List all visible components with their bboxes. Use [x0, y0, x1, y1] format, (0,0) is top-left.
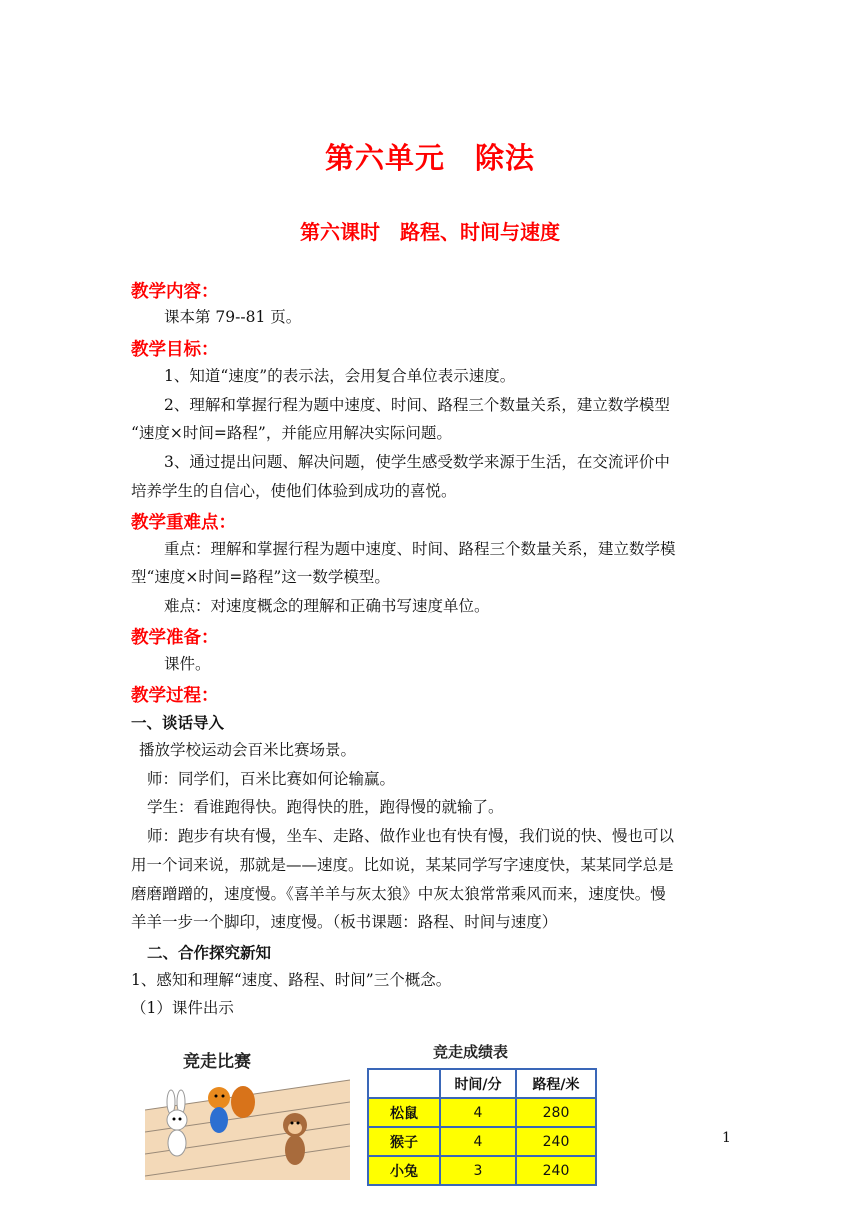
process-line: 磨磨蹭蹭的，速度慢。《喜羊羊与灰太狼》中灰太狼常常乘风而来，速度快。慢 [131, 885, 666, 903]
process-line: （1）课件出示 [131, 999, 234, 1017]
table-header-cell: 时间/分 [440, 1069, 516, 1098]
prep-text: 课件。 [164, 655, 211, 673]
table-cell: 240 [516, 1127, 596, 1156]
content-text: 课本第 79--81 页。 [164, 308, 302, 326]
process-line: 学生：看谁跑得快。跑得快的胜，跑得慢的就输了。 [147, 798, 504, 816]
key-line: 难点：对速度概念的理解和正确书写速度单位。 [164, 597, 490, 615]
score-table-title: 竞走成绩表 [433, 1043, 509, 1061]
score-table [367, 1068, 597, 1186]
process-heading: 一、谈话导入 [131, 714, 225, 732]
section-heading-prep: 教学准备： [131, 628, 219, 648]
section-heading-goals: 教学目标： [131, 340, 219, 360]
section-heading-content: 教学内容： [131, 282, 219, 302]
race-title: 竞走比赛 [183, 1052, 251, 1072]
process-line: 1、感知和理解“速度、路程、时间”三个概念。 [131, 971, 452, 989]
table-cell: 4 [440, 1127, 516, 1156]
section-heading-key: 教学重难点： [131, 513, 236, 533]
goal-line: 培养学生的自信心，使他们体验到成功的喜悦。 [131, 482, 457, 500]
table-row [368, 1156, 596, 1185]
table-row [368, 1098, 596, 1127]
table-cell: 240 [516, 1156, 596, 1185]
table-header-cell [368, 1069, 440, 1098]
table-cell: 280 [516, 1098, 596, 1127]
process-line: 用一个词来说，那就是——速度。比如说，某某同学写字速度快，某某同学总是 [131, 856, 674, 874]
table-row [368, 1127, 596, 1156]
table-cell: 猴子 [368, 1127, 440, 1156]
process-line: 师：同学们，百米比赛如何论输赢。 [147, 770, 396, 788]
process-line: 师：跑步有块有慢，坐车、走路、做作业也有快有慢，我们说的快、慢也可以 [147, 827, 675, 845]
table-cell: 松鼠 [368, 1098, 440, 1127]
process-line: 播放学校运动会百米比赛场景。 [139, 741, 357, 759]
process-heading: 二、合作探究新知 [147, 944, 272, 962]
table-cell: 4 [440, 1098, 516, 1127]
process-line: 羊羊一步一个脚印，速度慢。（板书课题：路程、时间与速度） [131, 913, 558, 931]
rabbit-figure [167, 1090, 187, 1156]
table-header-cell: 路程/米 [516, 1069, 596, 1098]
page-number: 1 [722, 1130, 731, 1146]
goal-line: 1、知道“速度”的表示法，会用复合单位表示速度。 [164, 367, 516, 385]
unit-title: 第六单元 除法 [324, 141, 535, 175]
table-cell: 小兔 [368, 1156, 440, 1185]
key-line: 重点：理解和掌握行程为题中速度、时间、路程三个数量关系，建立数学模 [164, 540, 676, 558]
table-cell: 3 [440, 1156, 516, 1185]
lesson-title: 第六课时 路程、时间与速度 [300, 220, 560, 244]
section-heading-process: 教学过程： [131, 686, 219, 706]
goal-line: 2、理解和掌握行程为题中速度、时间、路程三个数量关系，建立数学模型 [164, 396, 670, 414]
goal-line: 3、通过提出问题、解决问题，使学生感受数学来源于生活，在交流评价中 [164, 453, 670, 471]
table-header-row [368, 1069, 596, 1098]
goal-line: “速度×时间=路程”，并能应用解决实际问题。 [131, 424, 452, 442]
key-line: 型“速度×时间=路程”这一数学模型。 [131, 568, 390, 586]
